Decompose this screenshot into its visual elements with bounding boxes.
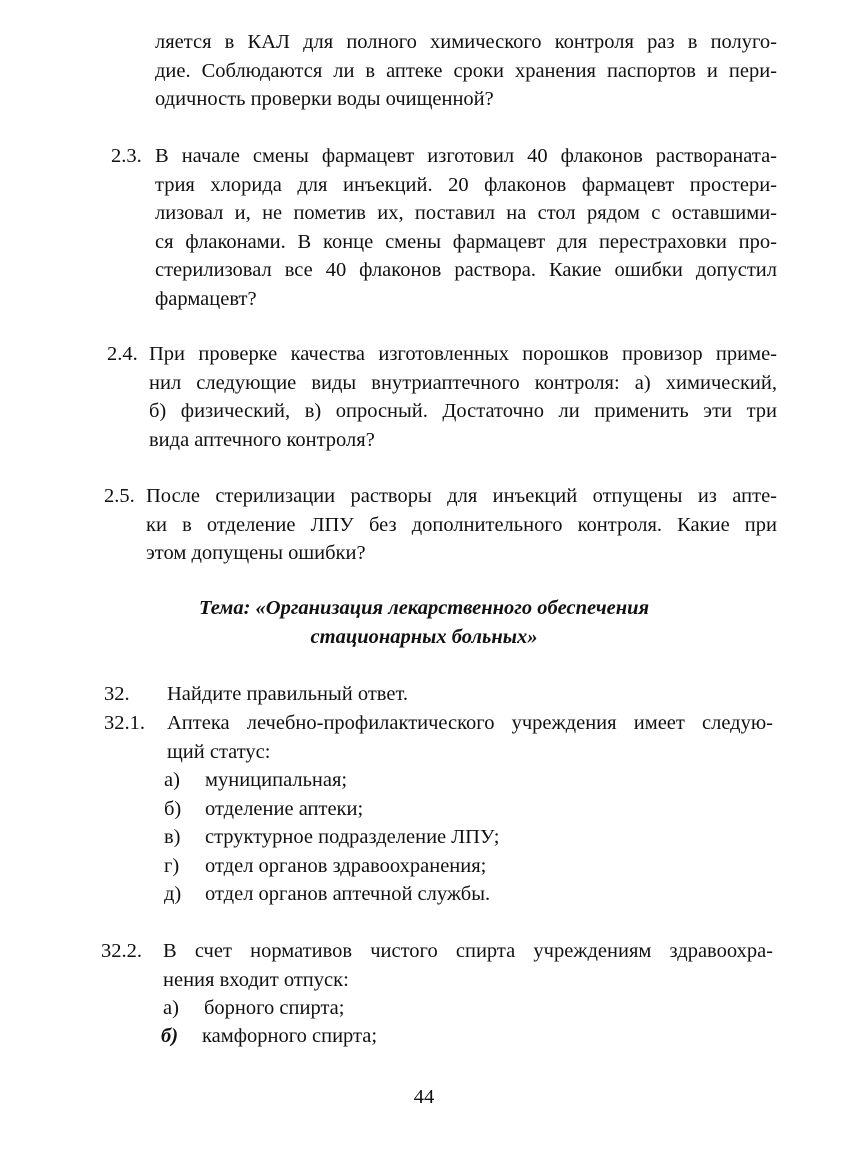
- option-item: [163, 994, 663, 1023]
- option-letter: г): [164, 855, 180, 877]
- page-number: 44: [413, 1086, 435, 1108]
- option-item: [164, 766, 664, 795]
- item-32-1-text: [167, 709, 773, 766]
- option-text: муниципальная;: [205, 769, 348, 791]
- paragraph-line: одичность проверки воды очищенной?: [155, 88, 494, 111]
- paragraph-line: дие. Соблюдаются ли в аптеке сроки хранения паспортов и пери-: [155, 59, 777, 82]
- option-text: камфорного спирта;: [202, 1025, 378, 1047]
- item-32-2-text: [163, 937, 773, 994]
- item-2-5-text: [146, 482, 777, 568]
- paragraph-line: ляется в КАЛ для полного химического контроля раз в полуго-: [155, 31, 777, 53]
- paragraph-line: вида аптечного контроля?: [149, 428, 375, 451]
- paragraph-line: б) физический, в) опросный. Достаточно ли применить эти три: [149, 400, 777, 423]
- topic-heading-line-2: стационарных больных»: [310, 626, 538, 648]
- option-letter: д): [164, 883, 182, 905]
- paragraph-line: лизовал и, не пометив их, поставил на стол рядом с оставшими-: [155, 202, 777, 225]
- option-text: структурное подразделение ЛПУ;: [205, 826, 500, 848]
- topic-heading: [0, 594, 848, 652]
- paragraph-line: После стерилизации растворы для инъекций отпущены из апте-: [146, 485, 777, 507]
- paragraph-line: В счет нормативов чистого спирта учреждениям здравоохра-: [163, 940, 773, 962]
- paragraph-line: нения входит отпуск:: [163, 968, 349, 991]
- paragraph-line: этом допущены ошибки?: [146, 542, 366, 565]
- item-number-2-3: 2.3.: [111, 145, 142, 167]
- option-text: отделение аптеки;: [205, 798, 364, 820]
- intro-paragraph: [155, 28, 777, 114]
- item-number-2-5: 2.5.: [104, 485, 135, 507]
- option-item: [164, 852, 664, 881]
- option-letter: б): [161, 1025, 179, 1047]
- paragraph-line: При проверке качества изготовленных порошков провизор приме-: [149, 343, 777, 365]
- paragraph-line: В начале смены фармацевт изготовил 40 флаконов раствораната-: [155, 145, 777, 167]
- paragraph-line: нил следующие виды внутриаптечного контроля: а) химический,: [149, 371, 777, 394]
- option-letter: в): [164, 826, 181, 848]
- option-item: [164, 795, 664, 824]
- paragraph-line: ся флаконами. В конце смены фармацевт для перестраховки про-: [155, 230, 777, 253]
- paragraph-line: щий статус:: [167, 740, 271, 763]
- option-letter: а): [163, 997, 179, 1019]
- item-2-4-text: [149, 340, 777, 454]
- item-number-2-4: 2.4.: [107, 343, 138, 365]
- option-text: борного спирта;: [204, 997, 345, 1019]
- paragraph-line: Аптека лечебно-профилактического учреждения имеет следую-: [167, 712, 773, 734]
- item-32-text: Найдите правильный ответ.: [167, 683, 408, 705]
- item-number-32-2: 32.2.: [101, 940, 142, 962]
- paragraph-line: ки в отделение ЛПУ без дополнительного контроля. Какие при: [146, 513, 777, 536]
- item-number-32: 32.: [104, 683, 130, 705]
- paragraph-line: фармацевт?: [155, 287, 257, 310]
- option-text: отдел органов здравоохранения;: [205, 855, 487, 877]
- option-item: [164, 823, 664, 852]
- option-letter: а): [164, 769, 180, 791]
- paragraph-line: стерилизовал все 40 флаконов раствора. Какие ошибки допустил: [155, 259, 777, 282]
- item-2-3-text: [155, 142, 777, 314]
- option-letter: б): [164, 798, 182, 820]
- option-item: [164, 880, 664, 909]
- option-item: [161, 1022, 661, 1051]
- option-text: отдел органов аптечной службы.: [205, 883, 491, 905]
- item-number-32-1: 32.1.: [104, 712, 145, 734]
- paragraph-line: трия хлорида для инъекций. 20 флаконов фармацевт простери-: [155, 173, 777, 196]
- topic-heading-line-1: Тема: «Организация лекарственного обеспечения: [198, 597, 650, 619]
